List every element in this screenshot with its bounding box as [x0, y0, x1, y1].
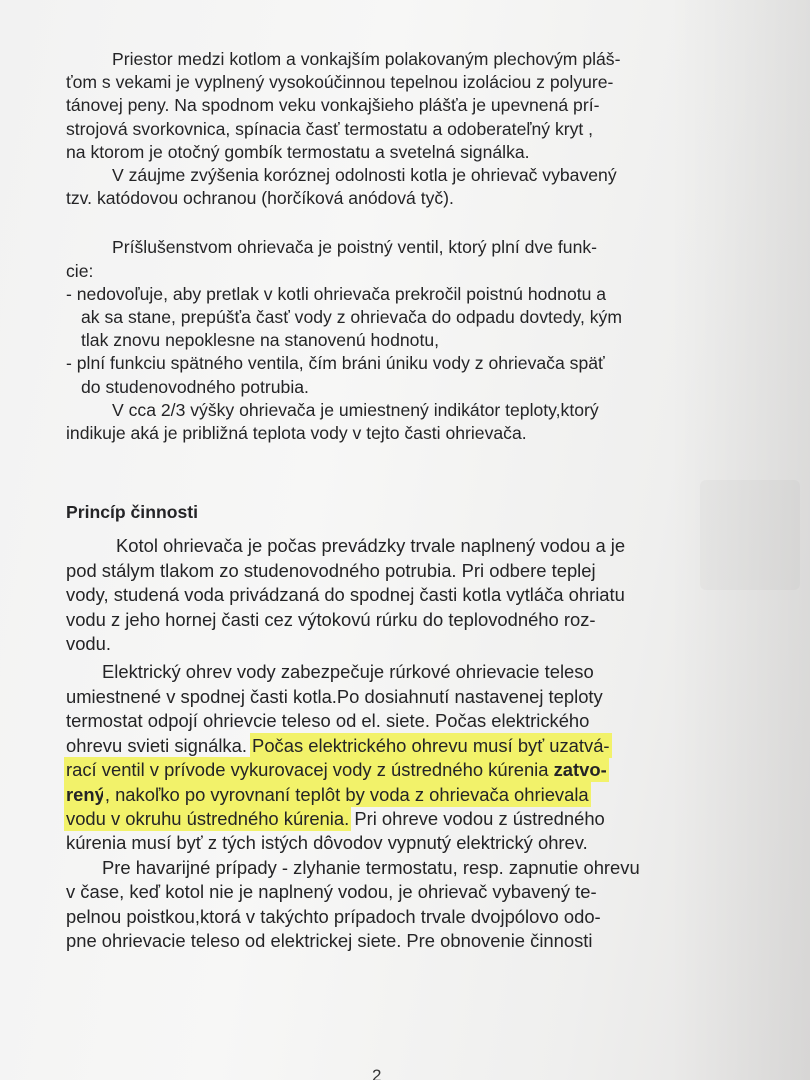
- text-line: tánovej peny. Na spodnom veku vonkajšieho plášťa je upevnená prí-: [66, 95, 600, 116]
- text-line: [66, 783, 734, 807]
- bullet-line: - plní funkciu spätného ventila, čím bráni úniku vody z ohrievača späť: [66, 353, 605, 374]
- text-line: indikuje aká je približná teplota vody v tejto časti ohrievača.: [66, 423, 527, 444]
- highlighted-text: vodu v okruhu ústredného kúrenia.: [66, 807, 350, 829]
- page-number: 2: [372, 1066, 382, 1080]
- text-line: Pre havarijné prípady - zlyhanie termostatu, resp. zapnutie ohrevu: [102, 856, 640, 878]
- text-line: umiestnené v spodnej časti kotla.Po dosiahnutí nastavenej teploty: [66, 685, 603, 707]
- text-line: Príšlušenstvom ohrievača je poistný ventil, ktorý plní dve funk-: [112, 237, 598, 258]
- plain-text: ohrevu svieti signálka.: [66, 734, 253, 756]
- text-line: pne ohrievacie teleso od elektrickej siete. Pre obnovenie činnosti: [66, 929, 593, 951]
- bullet-line: tlak znovu nepoklesne na stanovenú hodnotu,: [81, 330, 440, 351]
- text-line: V cca 2/3 výšky ohrievača je umiestnený indikátor teploty,ktorý: [112, 399, 599, 420]
- bullet-line: ak sa stane, prepúšťa časť vody z ohrievača do odpadu dovtedy, kým: [81, 307, 622, 328]
- highlighted-bold-text: rený: [66, 783, 105, 805]
- text-line: strojová svorkovnica, spínacia časť termostatu a odoberateľný kryt ,: [66, 118, 594, 139]
- text-line: kúrenia musí byť z tých istých dôvodov vypnutý elektrický ohrev.: [66, 832, 588, 854]
- text-line: Priestor medzi kotlom a vonkajším polakovaným plechovým pláš-: [112, 49, 621, 69]
- text-line: [66, 734, 734, 758]
- text-line: termostat odpojí ohrievcie teleso od el. siete. Počas elektrického: [66, 710, 590, 732]
- bullet-line: do studenovodného potrubia.: [81, 376, 309, 397]
- text-line: [66, 758, 734, 782]
- paragraph-cathodic-protection: [66, 164, 734, 210]
- text-line: v čase, keď kotol nie je naplnený vodou, je ohrievač vybavený te-: [66, 881, 597, 903]
- plain-text: Pri ohreve vodou z ústredného: [349, 807, 605, 829]
- text-line: tzv. katódovou ochranou (horčíková anódová tyč).: [66, 188, 454, 209]
- paragraph-electric-heating: [66, 660, 734, 855]
- text-line: pelnou poistkou,ktorá v takýchto prípadoch trvale dvojpólovo odo-: [66, 905, 601, 927]
- text-line: vodu.: [66, 633, 111, 655]
- text-line: na ktorom je otočný gombík termostatu a svetelná signálka.: [66, 141, 530, 162]
- highlighted-text: , nakoľko po vyrovnaní teplôt by voda z ohrievača ohrievala: [104, 783, 589, 805]
- text-line: [66, 807, 734, 831]
- bullet-line: - nedovoľuje, aby pretlak v kotli ohrievača prekročil poistnú hodnotu a: [66, 283, 607, 304]
- text-line: ťom s vekami je vyplnený vysokoúčinnou tepelnou izoláciou z polyure-: [66, 72, 614, 93]
- text-line: V záujme zvýšenia koróznej odolnosti kotla je ohrievač vybavený: [112, 165, 617, 186]
- text-line: Elektrický ohrev vody zabezpečuje rúrkové ohrievacie teleso: [102, 661, 594, 683]
- paragraph-emergency: [66, 856, 734, 954]
- document-body: [66, 48, 734, 953]
- highlighted-text: Počas elektrického ohrevu musí byť uzatvá-: [252, 734, 610, 756]
- section-heading: Princíp činnosti: [66, 502, 198, 523]
- text-line: cie:: [66, 260, 94, 281]
- paragraph-insulation: [66, 48, 734, 164]
- paragraph-operation: [66, 534, 734, 656]
- highlighted-bold-text: zatvo-: [553, 759, 607, 781]
- text-line: vodu z jeho hornej časti cez výtokovú rúrku do teplovodného roz-: [66, 608, 596, 630]
- highlighted-text: rací ventil v prívode vykurovacej vody z ústredného kúrenia: [66, 759, 554, 781]
- text-line: Kotol ohrievača je počas prevádzky trvale naplnený vodou a je: [116, 535, 626, 557]
- paragraph-safety-valve: [66, 236, 734, 445]
- text-line: vody, studená voda privádzaná do spodnej časti kotla vytláča ohriatu: [66, 584, 625, 606]
- text-line: pod stálym tlakom zo studenovodného potrubia. Pri odbere teplej: [66, 559, 596, 581]
